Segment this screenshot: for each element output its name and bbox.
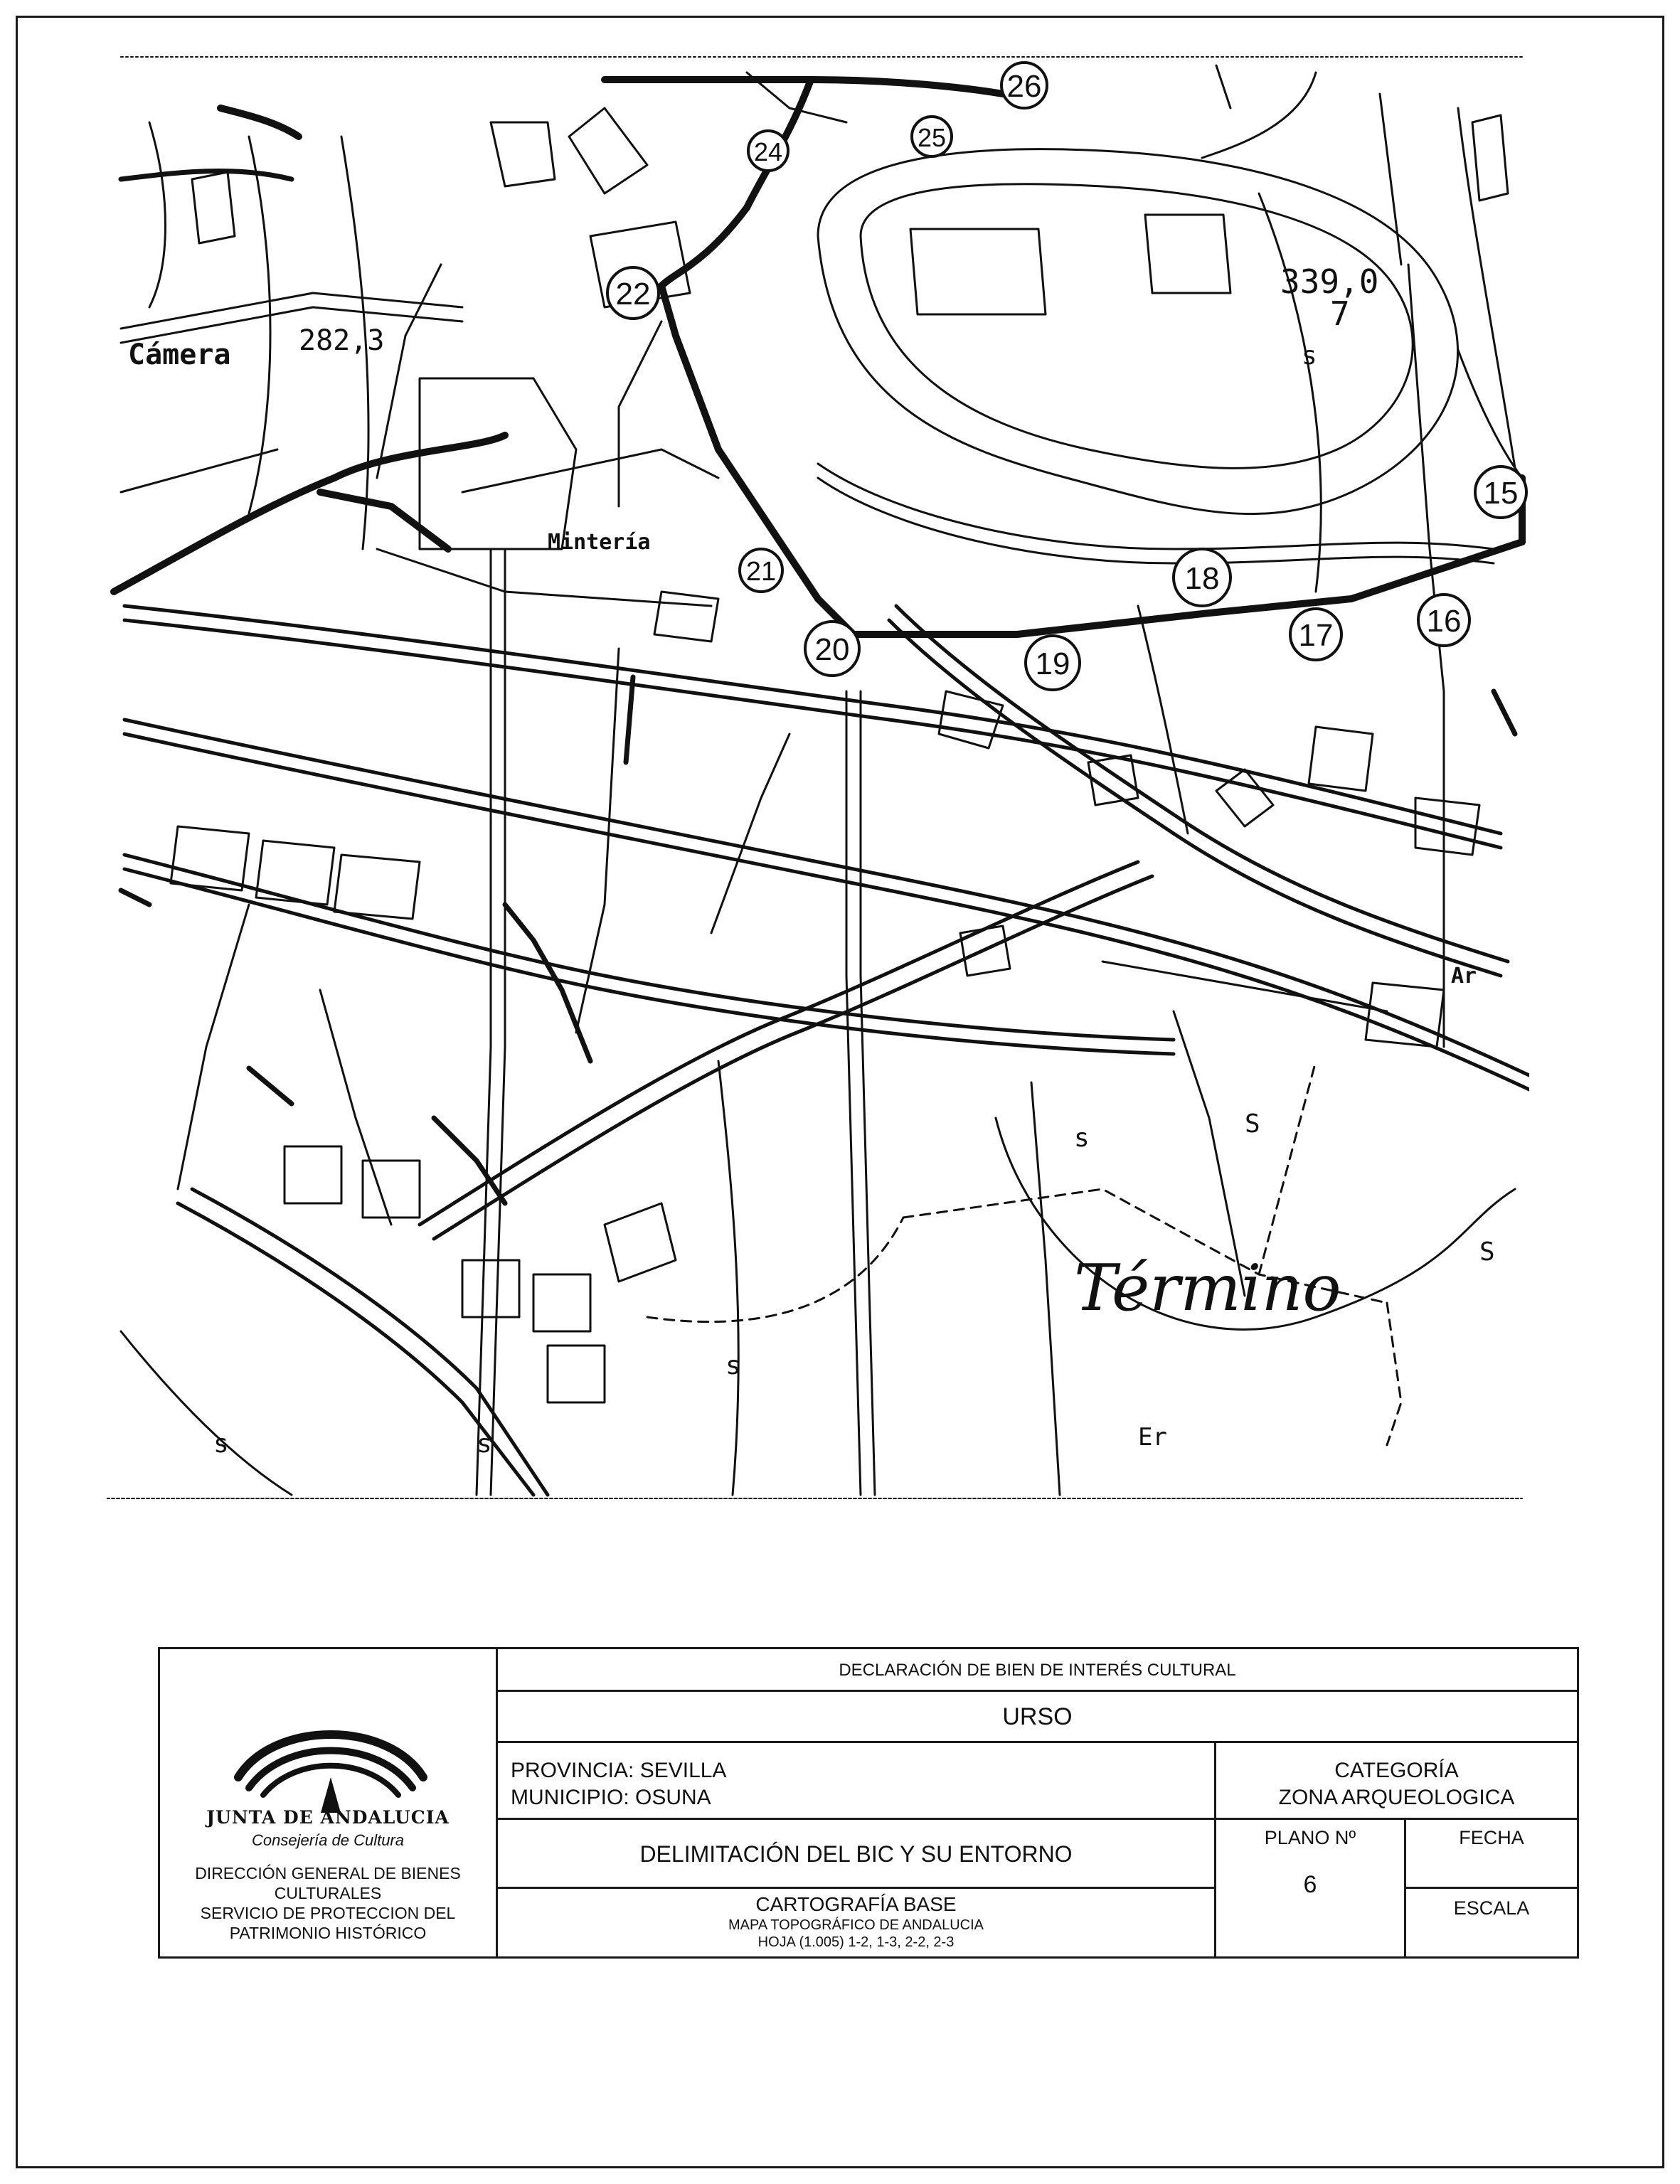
logo-subtitle: Consejería de Cultura	[251, 1831, 404, 1849]
plano-cell	[1216, 1820, 1406, 1956]
node-21-label: 21	[745, 557, 777, 587]
escala-label: ESCALA	[1453, 1897, 1530, 1919]
node-15-label: 15	[1483, 476, 1519, 511]
node-18-marker	[1174, 549, 1230, 606]
category-cell	[1216, 1743, 1577, 1820]
node-20-marker	[805, 622, 859, 676]
delimitation-text: DELIMITACIÓN DEL BIC Y SU ENTORNO	[639, 1841, 1073, 1867]
node-22-marker	[607, 267, 659, 319]
delimitation-cell	[498, 1820, 1216, 1889]
provincia-text: PROVINCIA: SEVILLA	[511, 1759, 727, 1782]
s-label-3: s	[1074, 1124, 1090, 1153]
node-25-marker	[912, 117, 952, 156]
municipio-text: MUNICIPIO: OSUNA	[511, 1786, 711, 1809]
node-24-label: 24	[753, 137, 783, 166]
title-block	[158, 1647, 1579, 1959]
fecha-cell	[1406, 1820, 1577, 1889]
node-22-label: 22	[615, 277, 651, 311]
site-name: URSO	[1002, 1703, 1073, 1730]
node-20-label: 20	[814, 632, 850, 667]
er-label: Er	[1138, 1423, 1167, 1451]
main-roads	[124, 606, 1529, 1495]
dept-line-1: DIRECCIÓN GENERAL DE BIENES	[195, 1864, 461, 1882]
name-cell	[498, 1692, 1577, 1743]
s-label-2: S	[1245, 1109, 1260, 1139]
elevation-339-label: 339,0	[1280, 262, 1379, 301]
node-15-marker	[1475, 467, 1526, 518]
camera-label: Cámera	[128, 339, 231, 371]
dept-line-3: SERVICIO DE PROTECCION DEL	[200, 1904, 456, 1922]
dept-line-4: PATRIMONIO HISTÓRICO	[229, 1924, 427, 1942]
logo-name: JUNTA DE ANDALUCIA	[206, 1807, 450, 1828]
location-cell	[498, 1743, 1216, 1820]
header-cell	[498, 1649, 1577, 1692]
cartography-cell	[498, 1889, 1216, 1956]
node-26-label: 26	[1006, 69, 1042, 104]
logo-cell	[160, 1649, 498, 1956]
escala-cell	[1406, 1889, 1577, 1956]
s-label-6: s	[213, 1429, 229, 1459]
category-value: ZONA ARQUEOLOGICA	[1278, 1786, 1515, 1809]
node-19-marker	[1026, 636, 1080, 690]
elevation-7-label: 7	[1330, 294, 1350, 333]
plano-number: 6	[1303, 1871, 1317, 1898]
s-label-4: S	[1479, 1237, 1495, 1267]
dept-line-2: CULTURALES	[274, 1884, 382, 1902]
node-16-label: 16	[1426, 604, 1462, 639]
s-label-7: s	[477, 1429, 492, 1459]
cartography-title: CARTOGRAFÍA BASE	[755, 1893, 957, 1915]
ar-label: Ar	[1451, 964, 1477, 989]
node-18-label: 18	[1184, 561, 1220, 596]
header-text: DECLARACIÓN DE BIEN DE INTERÉS CULTURAL	[839, 1661, 1236, 1680]
minteria-label: Mintería	[548, 530, 651, 555]
node-24-marker	[748, 131, 788, 171]
plano-label: PLANO Nº	[1264, 1827, 1356, 1848]
s-label-1: s	[1302, 341, 1317, 371]
node-17-marker	[1290, 609, 1341, 660]
node-19-label: 19	[1035, 646, 1070, 681]
s-label-5: s	[725, 1351, 741, 1380]
node-26-marker	[1001, 63, 1047, 108]
map-svg	[107, 51, 1529, 1502]
node-21-marker	[740, 549, 782, 592]
upper-right-ring	[747, 65, 1522, 563]
node-17-label: 17	[1298, 618, 1334, 653]
node-25-label: 25	[917, 123, 947, 152]
cartography-sub-2: HOJA (1.005) 1-2, 1-3, 2-2, 2-3	[757, 1934, 955, 1950]
topographic-map	[107, 51, 1529, 1502]
cartography-sub-1: MAPA TOPOGRÁFICO DE ANDALUCIA	[728, 1917, 984, 1933]
termino-label: Término	[1074, 1251, 1341, 1326]
category-label: CATEGORÍA	[1334, 1759, 1459, 1782]
node-16-marker	[1418, 595, 1469, 646]
elevation-282-label: 282,3	[299, 324, 385, 357]
fecha-label: FECHA	[1459, 1827, 1524, 1848]
